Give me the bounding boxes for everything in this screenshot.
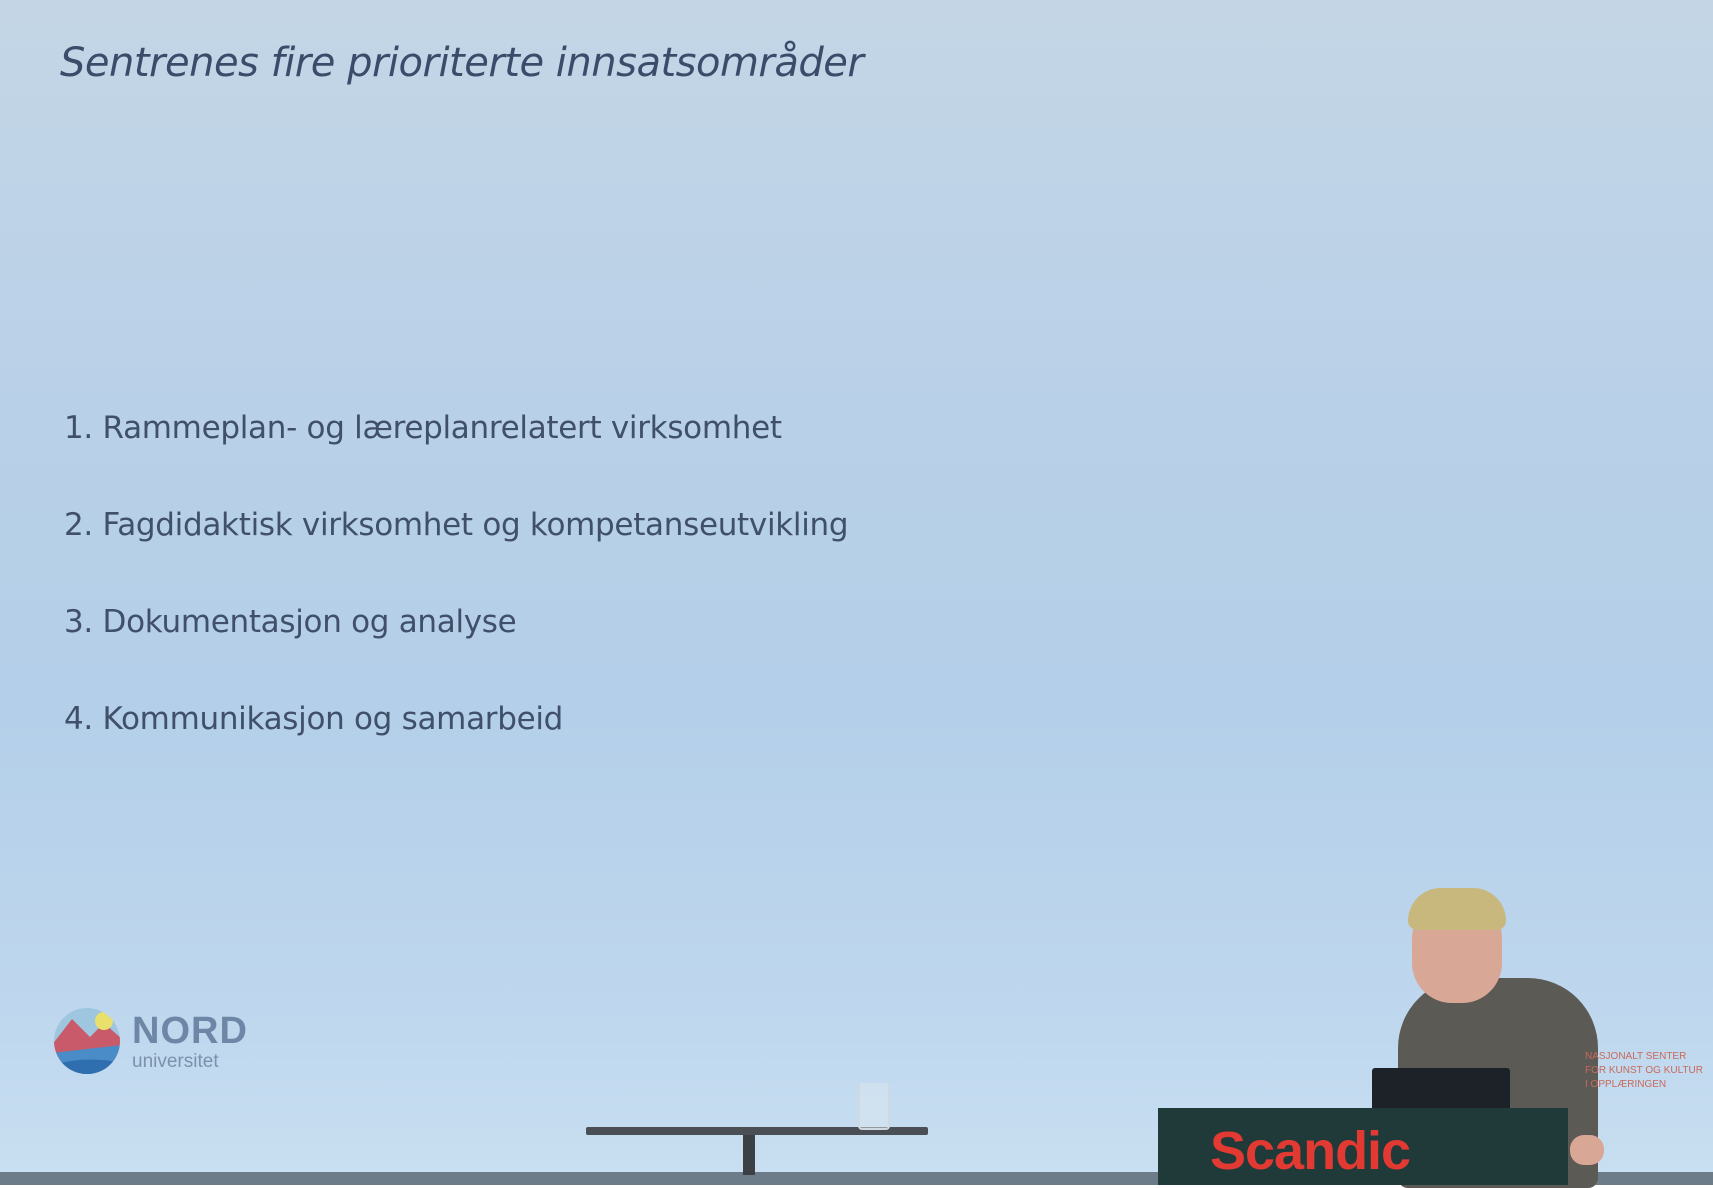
speaker-hair [1408,888,1506,930]
banner-line: FOR KUNST OG KULTUR [1585,1065,1703,1076]
list-item: 2. Fagdidaktisk virksomhet og kompetanseutvikling [64,507,849,543]
laptop [1372,1068,1510,1110]
nord-logo-icon [52,1005,122,1077]
nord-university-logo [52,1005,248,1077]
table-leg [743,1135,755,1175]
speaker-hand [1570,1135,1604,1165]
podium-label: Scandic [1210,1121,1411,1181]
background-banner [1585,1050,1703,1092]
banner-line: I OPPLÆRINGEN [1585,1079,1667,1090]
logo-subtitle: universitet [132,1050,219,1072]
priority-list [64,410,848,798]
list-item: 4. Kommunikasjon og samarbeid [64,701,564,737]
slide-title: Sentrenes fire prioriterte innsatsområder [60,40,864,86]
list-item: 1. Rammeplan- og læreplanrelatert virksomhet [64,410,782,446]
list-item: 3. Dokumentasjon og analyse [64,604,517,640]
water-glass [858,1083,890,1130]
banner-line: NASJONALT SENTER [1585,1051,1687,1062]
logo-name: NORD [132,1009,248,1052]
